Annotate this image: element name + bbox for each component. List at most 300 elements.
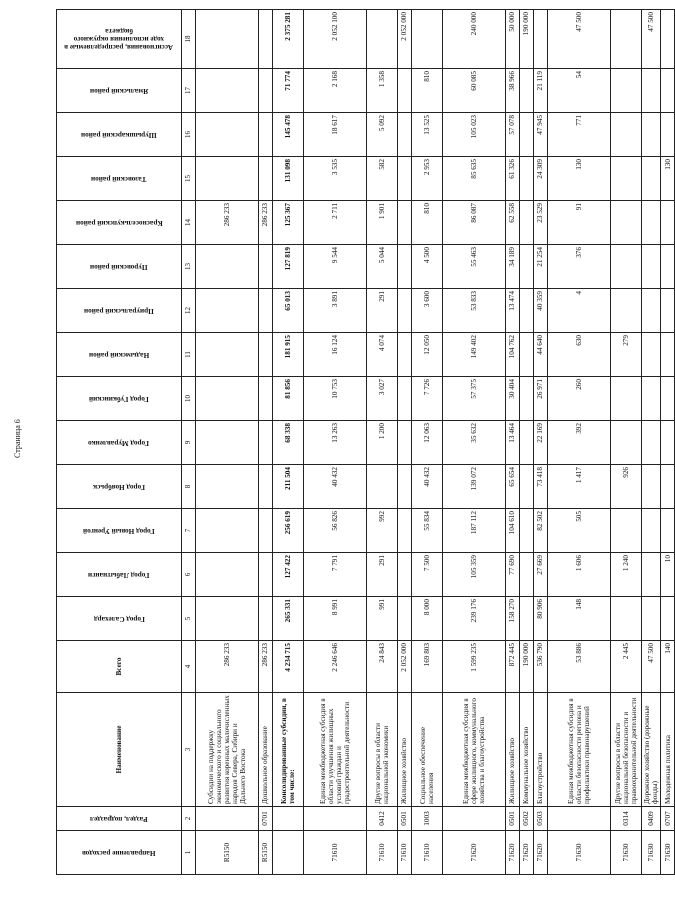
amount-cell: 239 176 [443, 597, 506, 641]
amount-cell: 2 052 000 [398, 10, 412, 69]
amount-cell [642, 157, 661, 201]
header-yamalsky: Ямальский район [57, 69, 182, 113]
amount-cell: 57 078 [506, 113, 520, 157]
amount-cell: 3 535 [304, 157, 367, 201]
amount-cell [259, 69, 273, 113]
amount-cell: 35 632 [443, 421, 506, 465]
amount-cell: 60 085 [443, 69, 506, 113]
total-cell: 872 445 [506, 641, 520, 693]
amount-cell [398, 245, 412, 289]
total-cell: 47 500 [642, 641, 661, 693]
table-row [196, 10, 259, 875]
amount-cell [196, 465, 259, 509]
amount-cell: 55 834 [412, 509, 443, 553]
table-row [273, 10, 304, 875]
amount-cell: 57 375 [443, 377, 506, 421]
amount-cell [259, 333, 273, 377]
name-cell: Дошкольное образование [259, 693, 273, 807]
table-row [611, 10, 642, 875]
total-cell: 286 233 [259, 641, 273, 693]
amount-cell [196, 333, 259, 377]
amount-cell: 10 [661, 553, 675, 597]
amount-cell: 130 [548, 157, 611, 201]
table-row [661, 10, 675, 875]
amount-cell: 21 254 [534, 245, 548, 289]
amount-cell [661, 509, 675, 553]
amount-cell [611, 289, 642, 333]
amount-cell [611, 597, 642, 641]
amount-cell [196, 289, 259, 333]
amount-cell: 992 [367, 509, 398, 553]
amount-cell [398, 289, 412, 333]
table-row [259, 10, 273, 875]
amount-cell: 104 610 [506, 509, 520, 553]
section-cell: 0701 [259, 807, 273, 831]
amount-cell [611, 69, 642, 113]
amount-cell: 12 063 [412, 421, 443, 465]
amount-cell [661, 289, 675, 333]
amount-cell: 7 726 [412, 377, 443, 421]
header-purovsky: Пуровский район [57, 245, 182, 289]
amount-cell [520, 509, 534, 553]
column-index: 12 [182, 289, 196, 333]
amount-cell [196, 245, 259, 289]
amount-cell: 5 044 [367, 245, 398, 289]
amount-cell: 68 338 [273, 421, 304, 465]
amount-cell [520, 377, 534, 421]
amount-cell: 62 558 [506, 201, 520, 245]
amount-cell [642, 597, 661, 641]
column-index: 7 [182, 509, 196, 553]
expense-code-cell: 71620 [534, 831, 548, 875]
amount-cell: 65 654 [506, 465, 520, 509]
total-cell: 4 234 715 [273, 641, 304, 693]
amount-cell: 56 826 [304, 509, 367, 553]
amount-cell: 4 074 [367, 333, 398, 377]
amount-cell [259, 10, 273, 69]
amount-cell [259, 465, 273, 509]
amount-cell: 13 263 [304, 421, 367, 465]
section-cell: 0503 [534, 807, 548, 831]
amount-cell: 34 189 [506, 245, 520, 289]
section-cell [548, 807, 611, 831]
column-index: 11 [182, 333, 196, 377]
name-cell: Дорожное хозяйство (дорожные фонды) [642, 693, 661, 807]
amount-cell [520, 465, 534, 509]
section-cell: 0501 [398, 807, 412, 831]
section-cell [196, 807, 259, 831]
amount-cell [259, 421, 273, 465]
amount-cell [520, 333, 534, 377]
amount-cell: 926 [611, 465, 642, 509]
amount-cell: 13 525 [412, 113, 443, 157]
table-row [548, 10, 611, 875]
amount-cell: 4 [548, 289, 611, 333]
amount-cell: 265 331 [273, 597, 304, 641]
amount-cell: 47 945 [534, 113, 548, 157]
amount-cell [642, 509, 661, 553]
header-name: Наименование [57, 693, 182, 807]
amount-cell [196, 509, 259, 553]
amount-cell: 279 [611, 333, 642, 377]
amount-cell [611, 157, 642, 201]
column-index: 4 [182, 641, 196, 693]
expense-code-cell: 71630 [642, 831, 661, 875]
name-cell: Социальное обеспечение населения [412, 693, 443, 807]
amount-cell: 8 000 [412, 597, 443, 641]
amount-cell: 50 000 [506, 10, 520, 69]
amount-cell: 5 092 [367, 113, 398, 157]
amount-cell: 38 966 [506, 69, 520, 113]
table-row [520, 10, 534, 875]
section-cell [443, 807, 506, 831]
header-shuryshkarsky: Шурышкарский район [57, 113, 182, 157]
column-index: 1 [182, 831, 196, 875]
amount-cell: 104 762 [506, 333, 520, 377]
amount-cell [661, 245, 675, 289]
section-cell: 0409 [642, 807, 661, 831]
amount-cell: 54 [548, 69, 611, 113]
amount-cell [259, 289, 273, 333]
expense-code-cell: 71620 [506, 831, 520, 875]
amount-cell: 1 240 [611, 553, 642, 597]
amount-cell: 77 690 [506, 553, 520, 597]
column-index-row [182, 10, 196, 875]
total-cell: 140 [661, 641, 675, 693]
header-section: Раздел, подраздел [57, 807, 182, 831]
expense-code-cell: 71610 [412, 831, 443, 875]
table-row [642, 10, 661, 875]
amount-cell: 24 309 [534, 157, 548, 201]
amount-cell: 2 168 [304, 69, 367, 113]
amount-cell: 3 600 [412, 289, 443, 333]
total-cell: 286 233 [196, 641, 259, 693]
amount-cell [259, 553, 273, 597]
expense-code-cell: 71630 [611, 831, 642, 875]
name-cell: Единая межбюджетная субсидия в области улучшения жилищных условий граждан и градостроительной деятельности [304, 693, 367, 807]
header-row [57, 10, 182, 875]
amount-cell [534, 10, 548, 69]
table-row [534, 10, 548, 875]
amount-cell [398, 113, 412, 157]
amount-cell [398, 465, 412, 509]
amount-cell [520, 421, 534, 465]
amount-cell: 211 504 [273, 465, 304, 509]
amount-cell [642, 377, 661, 421]
column-index: 13 [182, 245, 196, 289]
column-index: 18 [182, 10, 196, 69]
total-cell: 2 445 [611, 641, 642, 693]
amount-cell [520, 69, 534, 113]
section-cell: 0314 [611, 807, 642, 831]
amount-cell: 27 669 [534, 553, 548, 597]
header-distributed: Ассигнования, распределяемые в ходе исполнения окружного бюджета [57, 10, 182, 69]
amount-cell: 256 619 [273, 509, 304, 553]
amount-cell: 1 417 [548, 465, 611, 509]
amount-cell: 131 098 [273, 157, 304, 201]
column-index: 17 [182, 69, 196, 113]
amount-cell: 991 [367, 597, 398, 641]
amount-cell [367, 10, 398, 69]
table-body [196, 10, 675, 875]
amount-cell [661, 10, 675, 69]
amount-cell: 1 901 [367, 201, 398, 245]
amount-cell: 771 [548, 113, 611, 157]
amount-cell: 85 635 [443, 157, 506, 201]
amount-cell [642, 333, 661, 377]
amount-cell [642, 113, 661, 157]
amount-cell [661, 421, 675, 465]
amount-cell: 40 432 [304, 465, 367, 509]
header-total: Всего [57, 641, 182, 693]
section-cell [273, 807, 304, 831]
amount-cell: 148 [548, 597, 611, 641]
section-cell: 0707 [661, 807, 675, 831]
amount-cell: 125 367 [273, 201, 304, 245]
expense-code-cell: 71630 [661, 831, 675, 875]
budget-table [56, 9, 675, 875]
amount-cell [259, 377, 273, 421]
page-number: Страница 6 [13, 419, 22, 458]
amount-cell [661, 465, 675, 509]
amount-cell [520, 597, 534, 641]
amount-cell [611, 245, 642, 289]
name-cell: Жилищное хозяйство [506, 693, 520, 807]
section-cell: 0502 [520, 807, 534, 831]
expense-code-cell: 71620 [520, 831, 534, 875]
amount-cell [196, 113, 259, 157]
amount-cell: 7 791 [304, 553, 367, 597]
amount-cell: 8 991 [304, 597, 367, 641]
expense-code-cell: R5150 [259, 831, 273, 875]
total-cell: 2 246 646 [304, 641, 367, 693]
expense-code-cell: 71620 [443, 831, 506, 875]
expense-code-cell: 71610 [398, 831, 412, 875]
amount-cell: 12 050 [412, 333, 443, 377]
expense-code-cell: 71610 [367, 831, 398, 875]
amount-cell: 149 402 [443, 333, 506, 377]
amount-cell [642, 465, 661, 509]
amount-cell [520, 157, 534, 201]
amount-cell [196, 157, 259, 201]
amount-cell: 392 [548, 421, 611, 465]
section-cell: 0412 [367, 807, 398, 831]
column-index: 2 [182, 807, 196, 831]
amount-cell: 81 856 [273, 377, 304, 421]
table-row [506, 10, 520, 875]
column-index: 3 [182, 693, 196, 807]
amount-cell [611, 113, 642, 157]
amount-cell [398, 377, 412, 421]
rotated-table-wrapper [56, 12, 675, 875]
amount-cell [520, 289, 534, 333]
section-cell [304, 807, 367, 831]
amount-cell [196, 421, 259, 465]
amount-cell: 65 013 [273, 289, 304, 333]
amount-cell: 86 087 [443, 201, 506, 245]
total-cell: 53 886 [548, 641, 611, 693]
amount-cell: 291 [367, 289, 398, 333]
amount-cell: 91 [548, 201, 611, 245]
amount-cell: 2 375 281 [273, 10, 304, 69]
amount-cell: 1 200 [367, 421, 398, 465]
amount-cell [520, 201, 534, 245]
amount-cell: 376 [548, 245, 611, 289]
amount-cell [398, 201, 412, 245]
total-cell: 24 843 [367, 641, 398, 693]
amount-cell: 21 119 [534, 69, 548, 113]
amount-cell: 40 432 [412, 465, 443, 509]
name-cell: Единая межбюджетная субсидия в области безопасности региона и профилактики правонарушений [548, 693, 611, 807]
amount-cell: 23 529 [534, 201, 548, 245]
amount-cell: 505 [548, 509, 611, 553]
amount-cell: 139 072 [443, 465, 506, 509]
amount-cell: 810 [412, 69, 443, 113]
total-cell: 169 803 [412, 641, 443, 693]
amount-cell [611, 10, 642, 69]
name-cell: Единая межбюджетная субсидия в сфере жилищного, коммунального хозяйства и благоустройства [443, 693, 506, 807]
column-index: 8 [182, 465, 196, 509]
amount-cell [661, 113, 675, 157]
header-noyabrsk: Город Ноябрьск [57, 465, 182, 509]
column-index: 6 [182, 553, 196, 597]
amount-cell [398, 69, 412, 113]
name-cell: Коммунальное хозяйство [520, 693, 534, 807]
table-head [57, 10, 196, 875]
amount-cell [642, 69, 661, 113]
amount-cell [520, 553, 534, 597]
amount-cell [642, 201, 661, 245]
table-row [367, 10, 398, 875]
amount-cell: 240 000 [443, 10, 506, 69]
amount-cell: 181 915 [273, 333, 304, 377]
amount-cell: 105 359 [443, 553, 506, 597]
name-cell: Другие вопросы в области национальной экономики [367, 693, 398, 807]
amount-cell: 2 711 [304, 201, 367, 245]
amount-cell: 291 [367, 553, 398, 597]
column-index: 9 [182, 421, 196, 465]
name-cell: Субсидии на поддержку экономического и социального развития коренных малочисленных народов Севера, Сибири и Дальнего Востока [196, 693, 259, 807]
amount-cell: 40 359 [534, 289, 548, 333]
section-cell: 0501 [506, 807, 520, 831]
name-cell: Другие вопросы в области национальной безопасности и правоохранительной деятельности [611, 693, 642, 807]
total-cell: 1 599 235 [443, 641, 506, 693]
amount-cell: 2 953 [412, 157, 443, 201]
amount-cell [642, 421, 661, 465]
amount-cell [661, 333, 675, 377]
amount-cell [642, 289, 661, 333]
amount-cell: 9 544 [304, 245, 367, 289]
total-cell: 536 790 [534, 641, 548, 693]
header-krasnoselkupsky: Красноселькупский район [57, 201, 182, 245]
amount-cell: 44 640 [534, 333, 548, 377]
amount-cell: 71 774 [273, 69, 304, 113]
header-novy-urengoy: Город Новый Уренгой [57, 509, 182, 553]
amount-cell [259, 157, 273, 201]
amount-cell [611, 377, 642, 421]
expense-code-cell [273, 831, 304, 875]
amount-cell: 10 753 [304, 377, 367, 421]
amount-cell [196, 69, 259, 113]
column-index: 15 [182, 157, 196, 201]
amount-cell: 26 971 [534, 377, 548, 421]
amount-cell: 80 906 [534, 597, 548, 641]
amount-cell: 1 358 [367, 69, 398, 113]
amount-cell: 190 000 [520, 10, 534, 69]
header-muravlenko: Город Муравленко [57, 421, 182, 465]
expense-code-cell: 71630 [548, 831, 611, 875]
amount-cell [196, 597, 259, 641]
amount-cell: 286 233 [259, 201, 273, 245]
amount-cell: 47 500 [642, 10, 661, 69]
header-labytnangi: Город Лабытнанги [57, 553, 182, 597]
header-nadym: Надымский район [57, 333, 182, 377]
expense-code-cell: 71610 [304, 831, 367, 875]
amount-cell: 3 891 [304, 289, 367, 333]
table-row [304, 10, 367, 875]
total-cell: 2 052 000 [398, 641, 412, 693]
amount-cell: 53 833 [443, 289, 506, 333]
amount-cell [661, 377, 675, 421]
name-cell: Жилищное хозяйство [398, 693, 412, 807]
header-tazovsky: Тазовский район [57, 157, 182, 201]
column-index: 10 [182, 377, 196, 421]
amount-cell: 582 [367, 157, 398, 201]
amount-cell: 13 464 [506, 421, 520, 465]
amount-cell: 47 500 [548, 10, 611, 69]
amount-cell: 61 326 [506, 157, 520, 201]
amount-cell: 127 819 [273, 245, 304, 289]
name-cell: Консолидированные субсидии, в том числе: [273, 693, 304, 807]
amount-cell [259, 509, 273, 553]
amount-cell: 2 052 100 [304, 10, 367, 69]
amount-cell [367, 465, 398, 509]
amount-cell [398, 421, 412, 465]
header-salekhard: Город Салехард [57, 597, 182, 641]
amount-cell [398, 509, 412, 553]
header-priuralsky: Приуральский район [57, 289, 182, 333]
amount-cell: 145 478 [273, 113, 304, 157]
amount-cell: 3 027 [367, 377, 398, 421]
amount-cell [661, 597, 675, 641]
amount-cell: 630 [548, 333, 611, 377]
name-cell: Молодежная политика [661, 693, 675, 807]
total-cell: 190 000 [520, 641, 534, 693]
amount-cell [259, 597, 273, 641]
amount-cell [611, 509, 642, 553]
amount-cell: 30 404 [506, 377, 520, 421]
header-gubkinsky: Город Губкинский [57, 377, 182, 421]
amount-cell [259, 113, 273, 157]
amount-cell: 73 418 [534, 465, 548, 509]
amount-cell [642, 245, 661, 289]
amount-cell [520, 245, 534, 289]
column-index: 5 [182, 597, 196, 641]
amount-cell: 13 474 [506, 289, 520, 333]
amount-cell: 7 500 [412, 553, 443, 597]
amount-cell: 127 422 [273, 553, 304, 597]
amount-cell [196, 10, 259, 69]
amount-cell [196, 377, 259, 421]
amount-cell: 810 [412, 201, 443, 245]
amount-cell [398, 333, 412, 377]
amount-cell [520, 113, 534, 157]
amount-cell: 18 617 [304, 113, 367, 157]
amount-cell: 130 [661, 157, 675, 201]
amount-cell [412, 10, 443, 69]
amount-cell: 82 502 [534, 509, 548, 553]
amount-cell: 158 270 [506, 597, 520, 641]
